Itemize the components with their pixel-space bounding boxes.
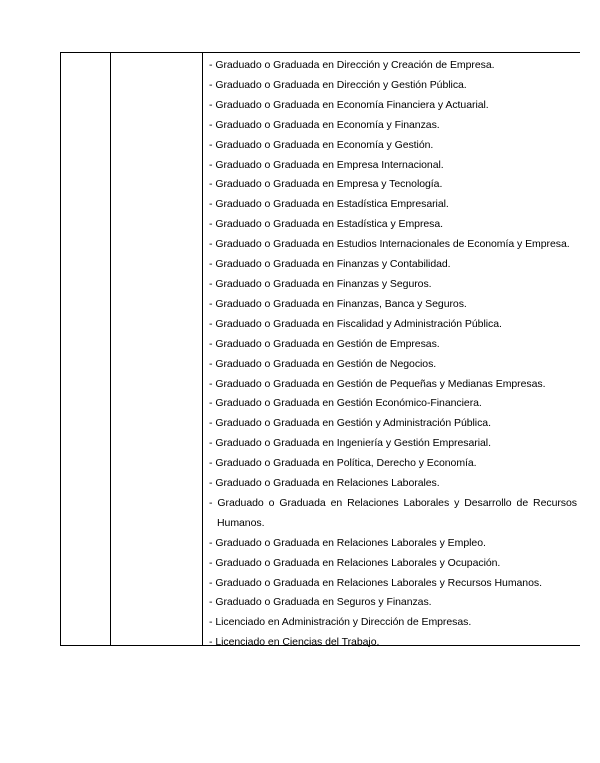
list-item: - Graduado o Graduada en Economía y Gestión.	[209, 136, 577, 156]
list-item: - Graduado o Graduada en Gestión de Negocios.	[209, 355, 577, 375]
list-item: - Graduado o Graduada en Finanzas y Seguros.	[209, 275, 577, 295]
list-item: - Licenciado en Administración y Dirección de Empresas.	[209, 613, 577, 633]
list-item: - Graduado o Graduada en Relaciones Laborales y Ocupación.	[209, 554, 577, 574]
table-cell-empty-1	[61, 53, 111, 645]
list-item: - Graduado o Graduada en Relaciones Laborales.	[209, 474, 577, 494]
list-item: - Graduado o Graduada en Empresa Internacional.	[209, 156, 577, 176]
list-item: - Graduado o Graduada en Finanzas y Contabilidad.	[209, 255, 577, 275]
list-item: - Graduado o Graduada en Relaciones Laborales y Empleo.	[209, 534, 577, 554]
list-item: - Graduado o Graduada en Relaciones Laborales y Recursos Humanos.	[209, 574, 577, 594]
list-item: - Graduado o Graduada en Estudios Internacionales de Economía y Empresa.	[209, 235, 577, 255]
list-item: - Graduado o Graduada en Dirección y Creación de Empresa.	[209, 56, 577, 76]
list-item: - Graduado o Graduada en Empresa y Tecnología.	[209, 175, 577, 195]
degree-list	[203, 53, 581, 653]
list-item: - Graduado o Graduada en Gestión de Empresas.	[209, 335, 577, 355]
list-item: - Licenciado en Ciencias del Trabajo.	[209, 633, 577, 653]
list-item: - Graduado o Graduada en Economía y Finanzas.	[209, 116, 577, 136]
table-cell-empty-2	[111, 53, 203, 645]
table-cell-degree-list	[203, 53, 581, 649]
list-item: - Graduado o Graduada en Gestión de Pequeñas y Medianas Empresas.	[209, 375, 577, 395]
list-item: - Graduado o Graduada en Política, Derecho y Economía.	[209, 454, 577, 474]
list-item: - Graduado o Graduada en Seguros y Finanzas.	[209, 593, 577, 613]
list-item: - Graduado o Graduada en Ingeniería y Gestión Empresarial.	[209, 434, 577, 454]
list-item: - Graduado o Graduada en Relaciones Laborales y Desarrollo de Recursos Humanos.	[209, 494, 577, 534]
list-item: - Graduado o Graduada en Economía Financiera y Actuarial.	[209, 96, 577, 116]
list-item: - Graduado o Graduada en Gestión y Administración Pública.	[209, 414, 577, 434]
list-item: - Graduado o Graduada en Finanzas, Banca y Seguros.	[209, 295, 577, 315]
list-item: - Graduado o Graduada en Gestión Económico-Financiera.	[209, 394, 577, 414]
list-item: - Graduado o Graduada en Estadística y Empresa.	[209, 215, 577, 235]
list-item: - Graduado o Graduada en Estadística Empresarial.	[209, 195, 577, 215]
degree-table	[60, 52, 580, 649]
list-item: - Graduado o Graduada en Fiscalidad y Administración Pública.	[209, 315, 577, 335]
list-item: - Graduado o Graduada en Dirección y Gestión Pública.	[209, 76, 577, 96]
